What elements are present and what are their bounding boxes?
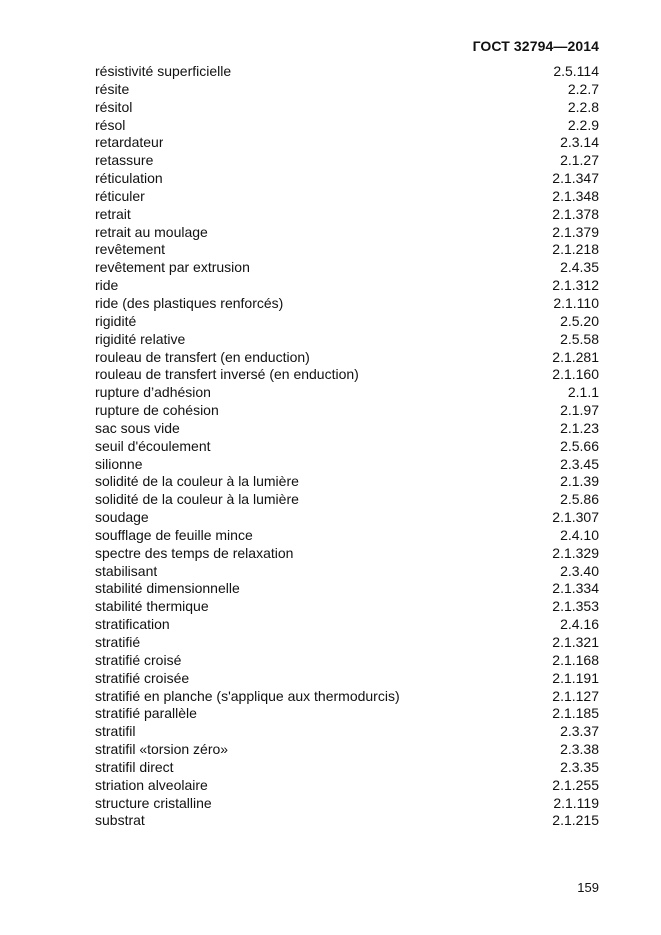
index-entry [95,402,599,420]
index-entry [95,349,599,367]
index-section-ref: 2.1.334 [552,580,599,597]
index-term: rupture de cohésion [95,402,219,419]
index-section-ref: 2.1.378 [552,205,599,222]
index-entry [95,598,599,616]
index-term: stabilité thermique [95,598,209,615]
index-term: stratifil «torsion zéro» [95,741,229,758]
index-section-ref: 2.1.379 [552,223,599,240]
index-entry [95,134,599,152]
index-section-ref: 2.1.127 [552,687,599,704]
index-entry [95,812,599,830]
index-section-ref: 2.1.27 [560,152,599,169]
index-section-ref: 2.1.168 [552,651,599,668]
index-section-ref: 2.3.14 [560,134,599,151]
page-number: 159 [577,880,599,895]
index-entry [95,741,599,759]
term-index-list [95,63,599,830]
index-term: résitol [95,98,133,115]
index-section-ref: 2.4.35 [560,259,599,276]
index-section-ref: 2.1.218 [552,241,599,258]
index-section-ref: 2.1.348 [552,187,599,204]
index-term: soudage [95,509,149,526]
index-section-ref: 2.2.7 [567,80,599,97]
index-term: résite [95,80,130,97]
index-term: stratifil direct [95,758,174,775]
index-entry [95,241,599,259]
index-section-ref: 2.5.86 [560,491,599,508]
index-term: stabilité dimensionnelle [95,580,240,597]
index-term: stratifié croisé [95,651,182,668]
index-entry [95,509,599,527]
index-entry [95,63,599,81]
index-entry [95,670,599,688]
index-section-ref: 2.3.37 [560,723,599,740]
index-term: seuil d'écoulement [95,437,211,454]
index-term: stabilisant [95,562,158,579]
index-term: rupture d’adhésion [95,384,211,401]
index-section-ref: 2.1.191 [552,669,599,686]
index-term: rigidité [95,312,137,329]
index-entry [95,652,599,670]
index-section-ref: 2.1.185 [552,705,599,722]
index-section-ref: 2.3.40 [560,562,599,579]
index-section-ref: 2.5.58 [560,330,599,347]
index-entry [95,277,599,295]
index-term: silionne [95,455,143,472]
index-section-ref: 2.1.160 [552,366,599,383]
index-section-ref: 2.1.281 [552,348,599,365]
index-term: résistivité superficielle [95,63,232,79]
index-section-ref: 2.1.353 [552,598,599,615]
index-term: rouleau de transfert inversé (en enduction) [95,366,359,383]
index-entry [95,723,599,741]
index-term: revêtement par extrusion [95,259,250,276]
index-entry [95,224,599,242]
index-term: retassure [95,152,154,169]
index-term: retrait [95,205,131,222]
index-term: réticuler [95,187,145,204]
index-section-ref: 2.3.45 [560,455,599,472]
index-section-ref: 2.1.215 [552,812,599,829]
index-term: sac sous vide [95,419,180,436]
index-section-ref: 2.3.38 [560,741,599,758]
index-entry [95,527,599,545]
index-term: revêtement [95,241,166,258]
index-section-ref: 2.2.8 [567,98,599,115]
index-entry [95,188,599,206]
index-term: retrait au moulage [95,223,208,240]
index-term: réticulation [95,170,163,187]
index-entry [95,438,599,456]
index-term: stratifié en planche (s'applique aux thermodurcis) [95,687,400,704]
index-term: ride [95,277,119,294]
index-entry [95,117,599,135]
index-term: stratification [95,616,170,633]
index-entry [95,545,599,563]
index-entry [95,313,599,331]
index-term: structure cristalline [95,794,212,811]
index-entry [95,473,599,491]
index-entry [95,795,599,813]
index-term: retardateur [95,134,164,151]
index-term: striation alveolaire [95,776,208,793]
index-entry [95,634,599,652]
index-section-ref: 2.1.110 [553,294,599,311]
index-section-ref: 2.2.9 [567,116,599,133]
index-entry [95,705,599,723]
index-entry [95,170,599,188]
index-section-ref: 2.1.347 [552,170,599,187]
document-standard-header: ГОСТ 32794—2014 [472,38,599,54]
index-entry [95,295,599,313]
index-term: stratifié [95,634,141,650]
index-entry [95,331,599,349]
index-section-ref: 2.1.312 [552,277,599,294]
index-section-ref: 2.1.255 [552,776,599,793]
index-term: solidité de la couleur à la lumière [95,473,299,490]
index-term: soufflage de feuille mince [95,526,253,543]
index-term: rouleau de transfert (en enduction) [95,348,310,365]
index-entry [95,366,599,384]
index-entry [95,688,599,706]
index-section-ref: 2.1.119 [553,794,599,811]
index-entry [95,491,599,509]
index-section-ref: 2.5.20 [560,312,599,329]
index-entry [95,206,599,224]
index-entry [95,759,599,777]
index-entry [95,456,599,474]
index-term: résol [95,116,126,133]
index-section-ref: 2.1.1 [567,384,599,401]
index-entry [95,152,599,170]
index-section-ref: 2.3.35 [560,758,599,775]
index-section-ref: 2.4.16 [560,616,599,633]
index-term: stratifié parallèle [95,705,197,722]
index-term: substrat [95,812,145,829]
index-section-ref: 2.5.114 [553,63,599,79]
index-section-ref: 2.1.329 [552,544,599,561]
index-term: solidité de la couleur à la lumière [95,491,299,508]
index-entry [95,616,599,634]
index-entry [95,81,599,99]
index-term: spectre des temps de relaxation [95,544,294,561]
index-section-ref: 2.1.23 [560,419,599,436]
index-entry [95,420,599,438]
index-section-ref: 2.1.97 [560,402,599,419]
index-entry [95,563,599,581]
index-term: stratifié croisée [95,669,190,686]
index-term: ride (des plastiques renforcés) [95,294,284,311]
index-section-ref: 2.5.66 [560,437,599,454]
index-entry [95,777,599,795]
index-section-ref: 2.1.321 [552,634,599,650]
index-section-ref: 2.1.39 [560,473,599,490]
index-term: rigidité relative [95,330,186,347]
index-term: stratifil [95,723,136,740]
index-section-ref: 2.1.307 [552,509,599,526]
index-entry [95,580,599,598]
index-entry [95,259,599,277]
index-section-ref: 2.4.10 [560,526,599,543]
index-entry [95,99,599,117]
index-entry [95,384,599,402]
